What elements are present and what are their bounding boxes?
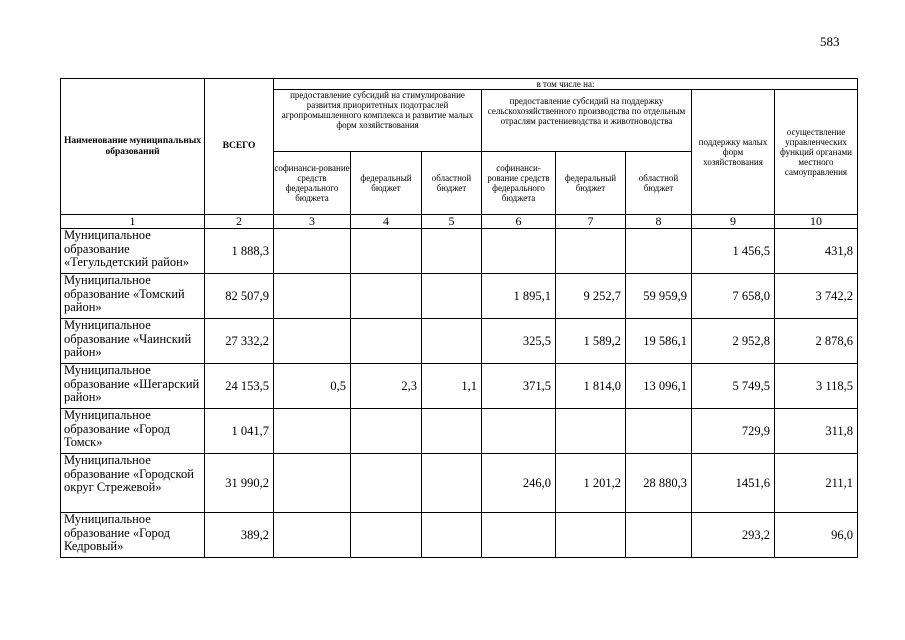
value-cell-c7: 1 201,2 [556,454,626,513]
total-cell: 82 507,9 [205,274,274,319]
value-cell-c10: 3 118,5 [775,364,858,409]
value-cell-c8: 59 959,9 [626,274,692,319]
header-col9: поддержку малых форм хозяйствования [692,90,775,215]
value-cell-c3 [274,274,351,319]
header-cofin-2: софинанси-рование средств федерального бюджета [482,152,556,215]
value-cell-c4 [351,454,422,513]
value-cell-c4 [351,274,422,319]
municipality-name-cell: Муниципальное образование «Томский район» [61,274,205,319]
value-cell-c4 [351,513,422,558]
value-cell-c10: 311,8 [775,409,858,454]
value-cell-c6: 325,5 [482,319,556,364]
value-cell-c7: 1 814,0 [556,364,626,409]
value-cell-c6: 246,0 [482,454,556,513]
value-cell-c4 [351,319,422,364]
col-number: 3 [274,215,351,229]
header-federal-2: федеральный бюджет [556,152,626,215]
value-cell-c8: 28 880,3 [626,454,692,513]
value-cell-c9: 5 749,5 [692,364,775,409]
value-cell-c4: 2,3 [351,364,422,409]
col-number: 7 [556,215,626,229]
col-number: 8 [626,215,692,229]
value-cell-c3 [274,454,351,513]
value-cell-c3 [274,319,351,364]
table-row [61,229,858,274]
value-cell-c9: 729,9 [692,409,775,454]
value-cell-c9: 293,2 [692,513,775,558]
header-including: в том числе на: [274,79,858,90]
value-cell-c9: 1451,6 [692,454,775,513]
municipality-name-cell: Муниципальное образование «Чаинский район» [61,319,205,364]
value-cell-c8 [626,513,692,558]
total-cell: 1 888,3 [205,229,274,274]
table-row [61,513,858,558]
value-cell-c7 [556,409,626,454]
value-cell-c5 [422,319,482,364]
value-cell-c5 [422,454,482,513]
value-cell-c8: 13 096,1 [626,364,692,409]
value-cell-c5 [422,229,482,274]
value-cell-c10: 431,8 [775,229,858,274]
value-cell-c9: 2 952,8 [692,319,775,364]
municipality-name-cell: Муниципальное образование «Город Кедровый» [61,513,205,558]
header-federal-1: федеральный бюджет [351,152,422,215]
total-cell: 389,2 [205,513,274,558]
value-cell-c5 [422,274,482,319]
value-cell-c7 [556,229,626,274]
value-cell-c8 [626,409,692,454]
value-cell-c5 [422,513,482,558]
col-number: 10 [775,215,858,229]
page-number: 583 [820,34,840,49]
value-cell-c10: 2 878,6 [775,319,858,364]
value-cell-c3 [274,513,351,558]
municipality-name-cell: Муниципальное образование «Шегарский район» [61,364,205,409]
municipality-name-cell: Муниципальное образование «Город Томск» [61,409,205,454]
header-cofin-1: софинанси-рование средств федерального бюджета [274,152,351,215]
municipality-name-cell: Муниципальное образование «Тегульдетский район» [61,229,205,274]
value-cell-c7: 9 252,7 [556,274,626,319]
value-cell-c3: 0,5 [274,364,351,409]
value-cell-c4 [351,409,422,454]
value-cell-c6 [482,229,556,274]
col-number: 4 [351,215,422,229]
value-cell-c9: 1 456,5 [692,229,775,274]
total-cell: 31 990,2 [205,454,274,513]
value-cell-c10: 3 742,2 [775,274,858,319]
header-name: Наименование муниципальных образований [61,79,205,215]
value-cell-c9: 7 658,0 [692,274,775,319]
col-number: 2 [205,215,274,229]
value-cell-c5 [422,409,482,454]
col-number: 6 [482,215,556,229]
municipality-name-cell: Муниципальное образование «Городской округ Стрежевой» [61,454,205,513]
table-row [61,274,858,319]
header-col10: осуществление управленческих функций органами местного самоуправления [775,90,858,215]
value-cell-c6 [482,409,556,454]
table-row [61,319,858,364]
value-cell-c7: 1 589,2 [556,319,626,364]
value-cell-c10: 211,1 [775,454,858,513]
total-cell: 1 041,7 [205,409,274,454]
value-cell-c5: 1,1 [422,364,482,409]
total-cell: 27 332,2 [205,319,274,364]
table-row [61,454,858,513]
col-number: 9 [692,215,775,229]
value-cell-c3 [274,409,351,454]
header-group1: предоставление субсидий на стимулирование развития приоритетных подотраслей агропромышленного комплекса и развитие малых форм хозяйствования [274,90,482,152]
value-cell-c10: 96,0 [775,513,858,558]
value-cell-c7 [556,513,626,558]
header-total: ВСЕГО [205,79,274,215]
value-cell-c8 [626,229,692,274]
col-number: 5 [422,215,482,229]
value-cell-c3 [274,229,351,274]
value-cell-c6 [482,513,556,558]
col-number: 1 [61,215,205,229]
table-row [61,409,858,454]
value-cell-c8: 19 586,1 [626,319,692,364]
total-cell: 24 153,5 [205,364,274,409]
header-regional-1: областной бюджет [422,152,482,215]
value-cell-c6: 1 895,1 [482,274,556,319]
value-cell-c4 [351,229,422,274]
value-cell-c6: 371,5 [482,364,556,409]
subsidy-table [60,78,858,558]
header-group2: предоставление субсидий на поддержку сельскохозяйственного производства по отдельным отраслям растениеводства и животноводства [482,90,692,152]
header-regional-2: областной бюджет [626,152,692,215]
table-row [61,364,858,409]
